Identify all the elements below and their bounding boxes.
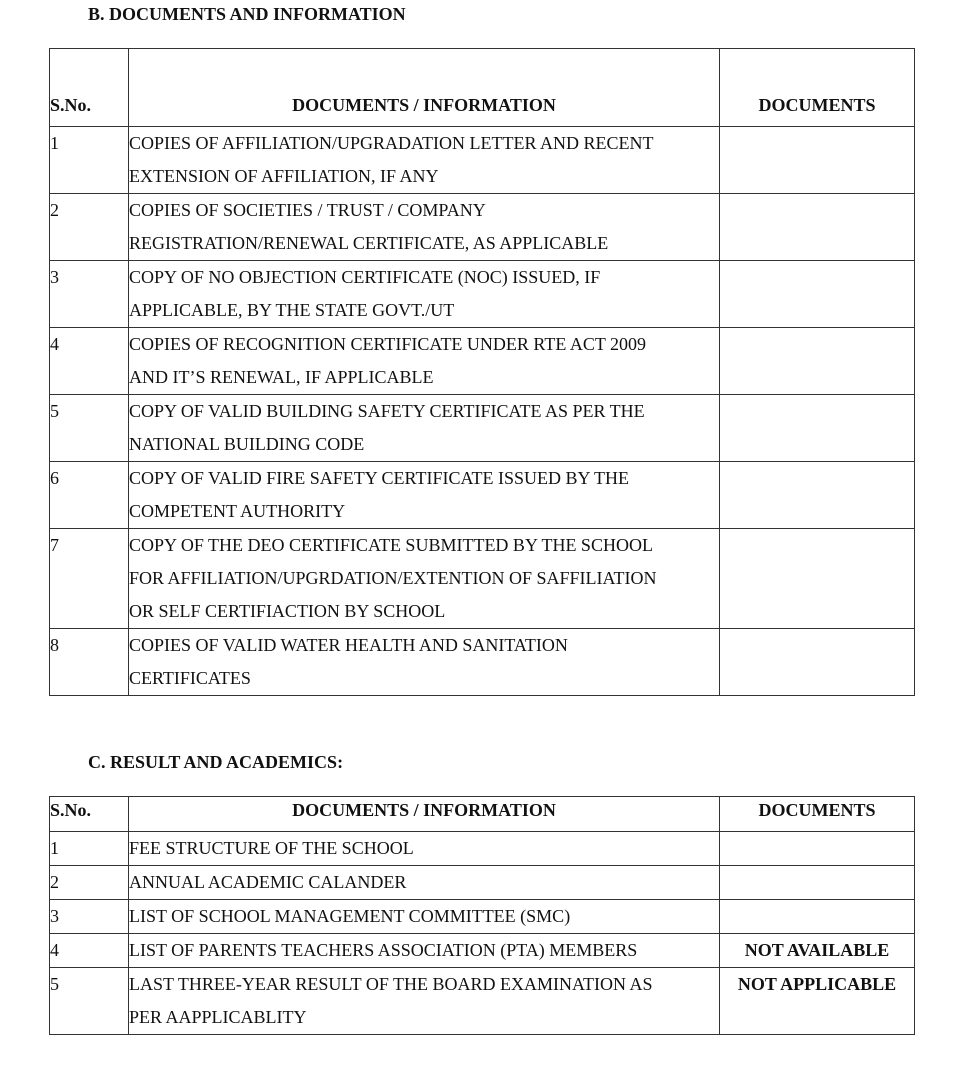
row-info-line: COPIES OF VALID WATER HEALTH AND SANITATION [129,635,568,655]
row-info: LIST OF SCHOOL MANAGEMENT COMMITTEE (SMC) [129,900,720,934]
row-info-line: COPY OF VALID BUILDING SAFETY CERTIFICATE AS PER THE [129,401,645,421]
row-document [720,328,915,395]
table-header-row [50,49,915,127]
row-document [720,462,915,529]
row-info-line: AND IT’S RENEWAL, IF APPLICABLE [129,367,434,387]
row-info-line: COPY OF VALID FIRE SAFETY CERTIFICATE ISSUED BY THE [129,468,629,488]
row-info-line: APPLICABLE, BY THE STATE GOVT./UT [129,300,455,320]
row-document [720,127,915,194]
row-info-line: FOR AFFILIATION/UPGRDATION/EXTENTION OF SAFFILIATION [129,568,657,588]
header-info: DOCUMENTS / INFORMATION [129,797,720,832]
row-info-line: LAST THREE-YEAR RESULT OF THE BOARD EXAMINATION AS [129,974,653,994]
row-info [129,968,720,1035]
row-document [720,194,915,261]
row-info [129,127,720,194]
row-sno: 2 [50,194,129,261]
row-document [720,529,915,629]
table-row [50,127,915,194]
results-table [49,796,915,1035]
table-row [50,832,915,866]
row-info: ANNUAL ACADEMIC CALANDER [129,866,720,900]
row-info-line: COMPETENT AUTHORITY [129,501,346,521]
row-info [129,328,720,395]
table-row [50,261,915,328]
table-row [50,900,915,934]
header-documents: DOCUMENTS [720,797,915,832]
documents-table [49,48,915,696]
row-sno: 1 [50,127,129,194]
row-document [720,866,915,900]
row-info-line: COPIES OF RECOGNITION CERTIFICATE UNDER RTE ACT 2009 [129,334,647,354]
row-sno: 6 [50,462,129,529]
header-sno: S.No. [50,49,129,127]
row-sno: 2 [50,866,129,900]
row-info-line: NATIONAL BUILDING CODE [129,434,365,454]
row-document [720,261,915,328]
row-sno: 5 [50,395,129,462]
row-info [129,395,720,462]
row-info-line: COPY OF NO OBJECTION CERTIFICATE (NOC) ISSUED, IF [129,267,601,287]
row-info-line: PER AAPPLICABLITY [129,1007,307,1027]
table-header-row [50,797,915,832]
row-info-line: COPIES OF AFFILIATION/UPGRADATION LETTER AND RECENT [129,133,654,153]
row-document [720,395,915,462]
table-row [50,968,915,1035]
row-sno: 1 [50,832,129,866]
row-document [720,900,915,934]
row-info: FEE STRUCTURE OF THE SCHOOL [129,832,720,866]
row-sno: 5 [50,968,129,1035]
row-info [129,261,720,328]
row-info-line: REGISTRATION/RENEWAL CERTIFICATE, AS APPLICABLE [129,233,609,253]
section-c-title: C. RESULT AND ACADEMICS: [88,752,344,772]
row-info [129,462,720,529]
row-info-line: EXTENSION OF AFFILIATION, IF ANY [129,166,439,186]
row-info: LIST OF PARENTS TEACHERS ASSOCIATION (PTA) MEMBERS [129,934,720,968]
row-sno: 7 [50,529,129,629]
header-sno: S.No. [50,797,129,832]
status-badge: NOT AVAILABLE [720,934,915,968]
row-info-line: OR SELF CERTIFIACTION BY SCHOOL [129,601,446,621]
row-info [129,529,720,629]
row-info [129,194,720,261]
row-sno: 4 [50,328,129,395]
row-info-line: COPIES OF SOCIETIES / TRUST / COMPANY [129,200,486,220]
table-row [50,866,915,900]
row-info-line: CERTIFICATES [129,668,251,688]
row-document [720,629,915,696]
status-badge: NOT APPLICABLE [720,968,915,1035]
table-row [50,629,915,696]
row-sno: 3 [50,900,129,934]
header-documents: DOCUMENTS [720,49,915,127]
table-row [50,934,915,968]
row-sno: 4 [50,934,129,968]
row-info-line: COPY OF THE DEO CERTIFICATE SUBMITTED BY THE SCHOOL [129,535,653,555]
section-b-title: B. DOCUMENTS AND INFORMATION [88,4,406,24]
row-document [720,832,915,866]
header-info: DOCUMENTS / INFORMATION [129,49,720,127]
row-sno: 3 [50,261,129,328]
table-row [50,395,915,462]
table-row [50,529,915,629]
row-info [129,629,720,696]
table-row [50,194,915,261]
table-row [50,462,915,529]
row-sno: 8 [50,629,129,696]
table-row [50,328,915,395]
